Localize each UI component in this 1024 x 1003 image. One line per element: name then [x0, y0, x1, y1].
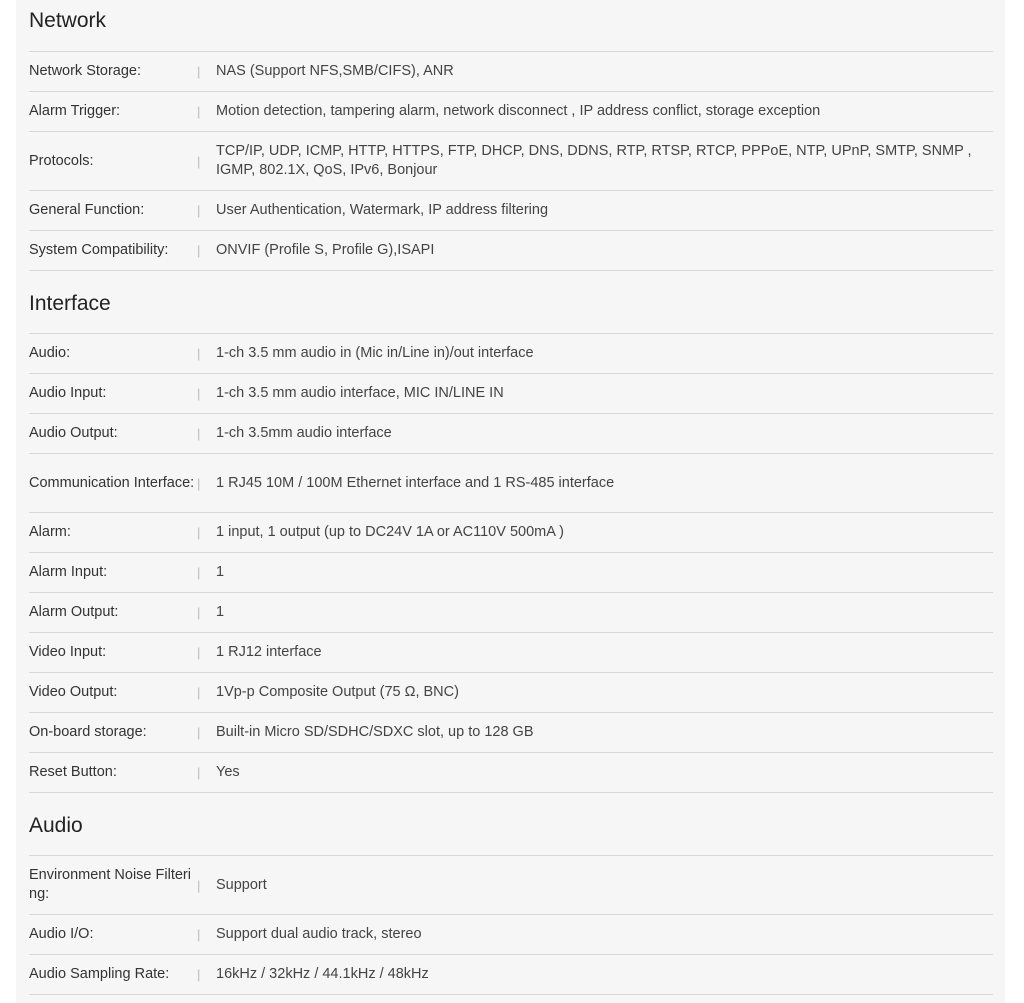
spec-label: On-board storage: — [29, 724, 147, 740]
spec-separator: | — [197, 346, 201, 361]
spec-value: 1-ch 3.5 mm audio interface, MIC IN/LINE IN — [216, 385, 504, 401]
spec-row-video-input — [29, 633, 993, 673]
spec-value: ONVIF (Profile S, Profile G),ISAPI — [216, 242, 435, 258]
spec-separator: | — [197, 104, 201, 119]
spec-label: General Function: — [29, 202, 145, 218]
spec-value: 1-ch 3.5mm audio interface — [216, 425, 392, 441]
spec-value: TCP/IP, UDP, ICMP, HTTP, HTTPS, FTP, DHCP, DNS, DDNS, RTP, RTSP, RTCP, PPPoE, NTP, UPnP, SMTP, SNMP , IGMP, 802.1X, QoS, IPv6, Bonjour — [216, 143, 972, 178]
spec-label: Alarm: — [29, 524, 71, 540]
spec-label: Protocols: — [29, 152, 94, 169]
spec-value: NAS (Support NFS,SMB/CIFS), ANR — [216, 63, 454, 79]
spec-row-system-compatibility — [29, 231, 993, 271]
spec-row-audio-output — [29, 414, 993, 454]
spec-label: Environment Noise Filtering: — [29, 867, 191, 902]
spec-row-audio — [29, 334, 993, 374]
spec-value: 1 input, 1 output (up to DC24V 1A or AC110V 500mA ) — [216, 524, 564, 540]
spec-label: Reset Button: — [29, 764, 117, 780]
spec-label: Audio Sampling Rate: — [29, 966, 170, 982]
spec-separator: | — [197, 967, 201, 982]
spec-row-reset-button — [29, 753, 993, 793]
spec-label: Audio I/O: — [29, 926, 94, 942]
spec-separator: | — [197, 203, 201, 218]
network-section — [29, 0, 993, 271]
section-title-audio: Audio — [29, 793, 993, 856]
spec-value: Yes — [216, 764, 240, 780]
interface-section — [29, 271, 993, 793]
spec-row-alarm-input — [29, 553, 993, 593]
spec-row-network-storage — [29, 52, 993, 92]
spec-label: Alarm Output: — [29, 604, 119, 620]
spec-value: 1 RJ45 10M / 100M Ethernet interface and 1 RS-485 interface — [216, 474, 615, 491]
spec-label: Audio Output: — [29, 425, 118, 441]
section-title-network: Network — [29, 0, 993, 52]
spec-value: Built-in Micro SD/SDHC/SDXC slot, up to 128 GB — [216, 724, 534, 740]
audio-section — [29, 793, 993, 995]
spec-separator: | — [197, 605, 201, 620]
spec-row-onboard-storage — [29, 713, 993, 753]
spec-row-audio-sampling-rate — [29, 955, 993, 995]
spec-row-audio-io — [29, 915, 993, 955]
spec-separator: | — [197, 765, 201, 780]
spec-row-environment-noise-filtering — [29, 856, 993, 915]
spec-separator: | — [197, 877, 201, 893]
spec-value: User Authentication, Watermark, IP address filtering — [216, 202, 549, 218]
spec-label: Alarm Input: — [29, 564, 108, 580]
spec-label: Video Output: — [29, 684, 118, 700]
spec-label: Communication Interface: — [29, 474, 195, 491]
spec-separator: | — [197, 426, 201, 441]
spec-value: 1 RJ12 interface — [216, 644, 322, 660]
spec-separator: | — [197, 153, 201, 169]
spec-label: Audio: — [29, 345, 71, 361]
spec-value: 1 — [216, 564, 225, 580]
spec-separator: | — [197, 243, 201, 258]
spec-value: 16kHz / 32kHz / 44.1kHz / 48kHz — [216, 966, 429, 982]
spec-value: Motion detection, tampering alarm, network disconnect , IP address conflict, storage exception — [216, 103, 821, 119]
spec-separator: | — [197, 645, 201, 660]
section-title-interface: Interface — [29, 271, 993, 334]
spec-separator: | — [197, 725, 201, 740]
spec-label: Audio Input: — [29, 385, 107, 401]
spec-label: Video Input: — [29, 644, 107, 660]
spec-row-alarm — [29, 513, 993, 553]
spec-label: Network Storage: — [29, 63, 142, 79]
spec-row-protocols — [29, 132, 993, 191]
spec-row-alarm-trigger — [29, 92, 993, 132]
spec-separator: | — [197, 525, 201, 540]
spec-row-video-output — [29, 673, 993, 713]
spec-separator: | — [197, 386, 201, 401]
spec-value: Support dual audio track, stereo — [216, 926, 422, 942]
spec-label: Alarm Trigger: — [29, 103, 121, 119]
spec-separator: | — [197, 475, 201, 491]
spec-separator: | — [197, 927, 201, 942]
spec-separator: | — [197, 685, 201, 700]
spec-panel — [16, 0, 1005, 1003]
spec-separator: | — [197, 565, 201, 580]
spec-label: System Compatibility: — [29, 242, 169, 258]
spec-row-communication-interface — [29, 454, 993, 513]
spec-value: 1-ch 3.5 mm audio in (Mic in/Line in)/out interface — [216, 345, 534, 361]
spec-row-audio-input — [29, 374, 993, 414]
spec-value: 1Vp-p Composite Output (75 Ω, BNC) — [216, 684, 459, 700]
spec-row-general-function — [29, 191, 993, 231]
spec-value: 1 — [216, 604, 225, 620]
spec-separator: | — [197, 64, 201, 79]
spec-value: Support — [216, 876, 267, 893]
spec-row-alarm-output — [29, 593, 993, 633]
